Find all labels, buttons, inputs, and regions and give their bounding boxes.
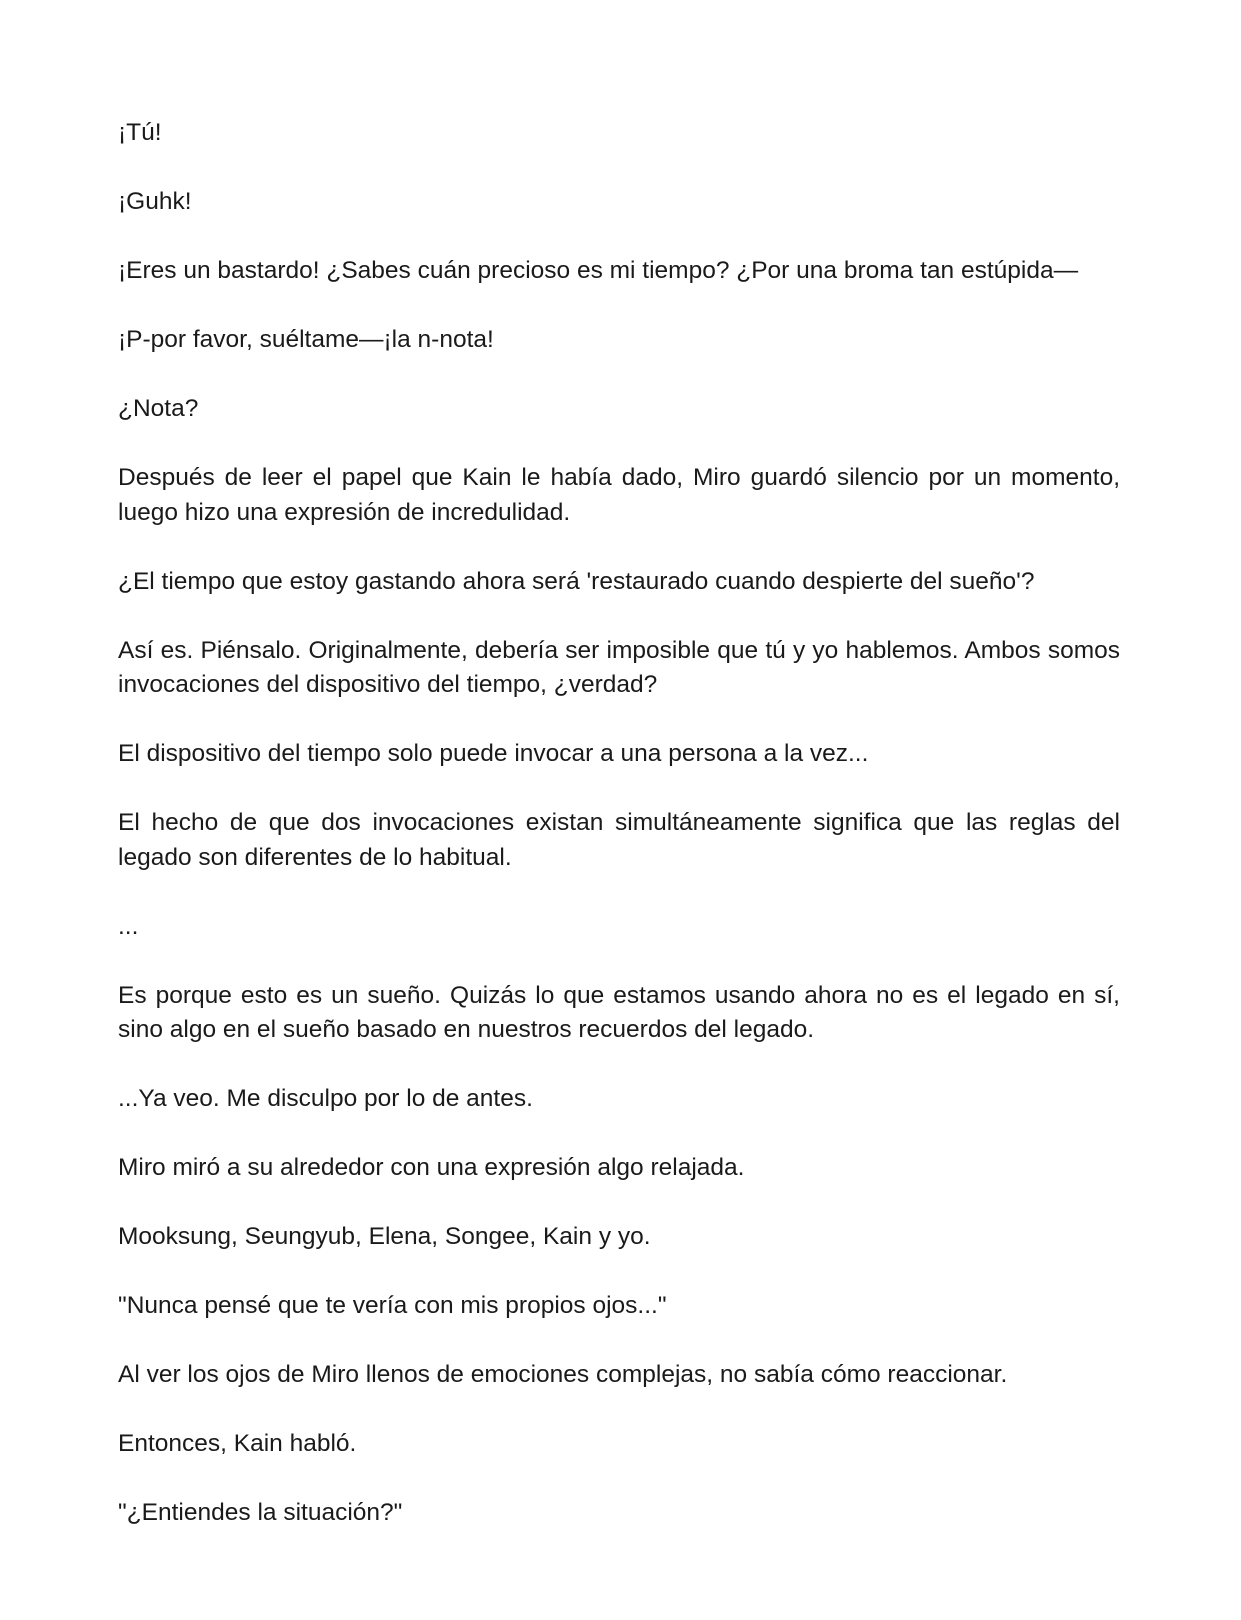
paragraph: Después de leer el papel que Kain le había dado, Miro guardó silencio por un momento, luego hizo una expresión de incredulidad.: [118, 464, 1120, 526]
paragraph: ...: [118, 912, 139, 940]
paragraph: ¡Guhk!: [118, 188, 192, 215]
paragraph: El hecho de que dos invocaciones existan simultáneamente significa que las reglas del legado son diferentes de lo habitual.: [118, 809, 1120, 871]
paragraph: ¿Nota?: [118, 395, 199, 422]
paragraph: ¿El tiempo que estoy gastando ahora será 'restaurado cuando despierte del sueño'?: [118, 567, 1035, 595]
paragraph: Miro miró a su alrededor con una expresión algo relajada.: [118, 1154, 745, 1181]
paragraph: ¡P-por favor, suéltame—¡la n-nota!: [118, 326, 494, 353]
document-body: [118, 116, 1120, 1565]
paragraph: El dispositivo del tiempo solo puede invocar a una persona a la vez...: [118, 740, 869, 767]
paragraph: ¡Tú!: [118, 119, 162, 146]
paragraph: Al ver los ojos de Miro llenos de emociones complejas, no sabía cómo reaccionar.: [118, 1361, 1008, 1388]
paragraph: "¿Entiendes la situación?": [118, 1499, 403, 1526]
paragraph: ¡Eres un bastardo! ¿Sabes cuán precioso es mi tiempo? ¿Por una broma tan estúpida—: [118, 257, 1079, 284]
paragraph: Así es. Piénsalo. Originalmente, debería ser imposible que tú y yo hablemos. Ambos somos invocaciones del dispositivo del tiempo, ¿verdad?: [118, 636, 1120, 698]
paragraph: ...Ya veo. Me disculpo por lo de antes.: [118, 1085, 533, 1112]
paragraph: Mooksung, Seungyub, Elena, Songee, Kain y yo.: [118, 1223, 651, 1250]
paragraph: Entonces, Kain habló.: [118, 1430, 357, 1457]
paragraph: Es porque esto es un sueño. Quizás lo que estamos usando ahora no es el legado en sí, sino algo en el sueño basado en nuestros recuerdos del legado.: [118, 981, 1120, 1043]
paragraph: "Nunca pensé que te vería con mis propios ojos...": [118, 1292, 667, 1319]
